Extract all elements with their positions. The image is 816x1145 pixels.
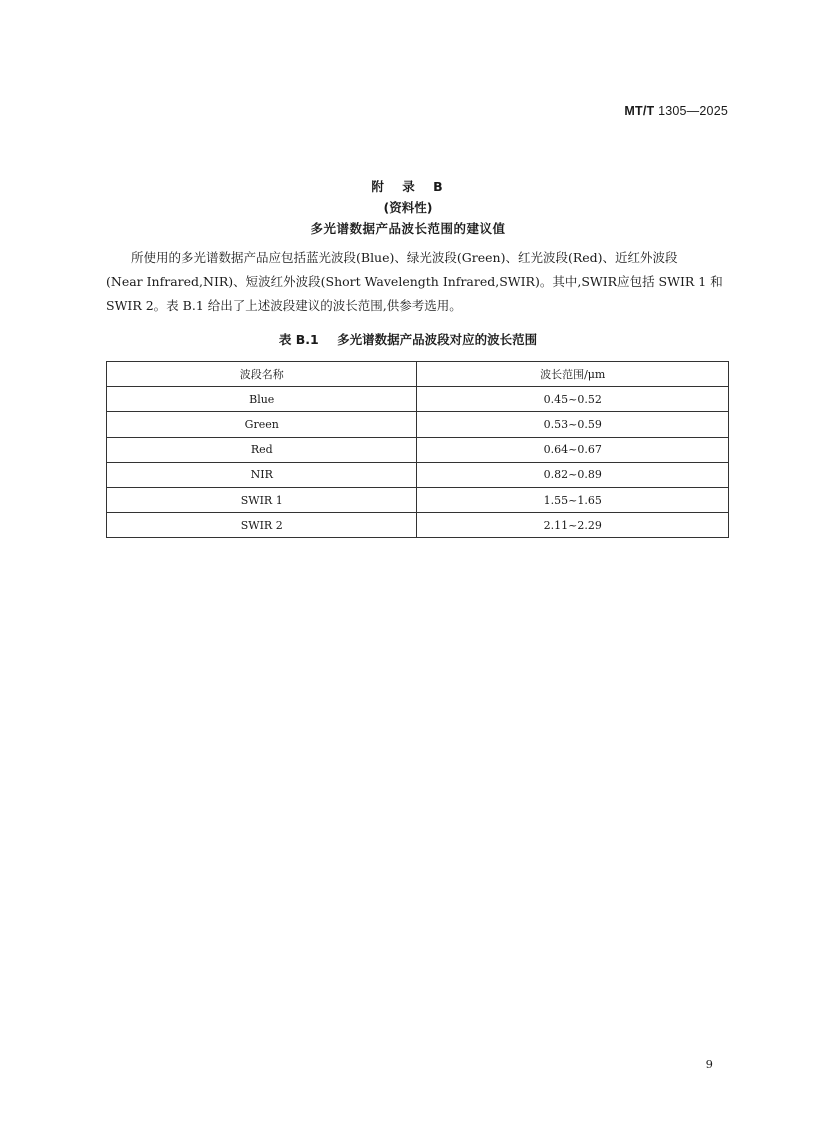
wavelength-table: [106, 361, 729, 538]
wavelength-range-cell: 0.45~0.52: [417, 387, 729, 412]
document-code-number: 1305—2025: [658, 104, 728, 118]
table-row: [107, 462, 729, 487]
wavelength-range-cell: 2.11~2.29: [417, 513, 729, 538]
table-row: [107, 387, 729, 412]
table-row: [107, 513, 729, 538]
wavelength-range-cell: 1.55~1.65: [417, 487, 729, 512]
table-caption: [0, 330, 816, 348]
document-code: [624, 104, 728, 118]
page-number: 9: [705, 1057, 713, 1071]
table-row: [107, 412, 729, 437]
document-code-prefix: MT/T: [624, 104, 655, 118]
appendix-label: 附 录 B: [371, 179, 445, 194]
band-name-cell: NIR: [107, 462, 417, 487]
band-name-cell: SWIR 1: [107, 487, 417, 512]
paragraph-line-3: SWIR 2。表 B.1 给出了上述波段建议的波长范围,供参考选用。: [106, 298, 462, 313]
appendix-nature: (资料性): [383, 200, 433, 215]
band-name-cell: Blue: [107, 387, 417, 412]
band-name-cell: Green: [107, 412, 417, 437]
header-band-name: 波段名称: [107, 362, 417, 387]
header-wavelength-range: 波长范围/μm: [417, 362, 729, 387]
table-row: [107, 437, 729, 462]
paragraph-line-1: 所使用的多光谱数据产品应包括蓝光波段(Blue)、绿光波段(Green)、红光波段(Red)、近红外波段: [131, 250, 678, 265]
wavelength-range-cell: 0.64~0.67: [417, 437, 729, 462]
paragraph-line-2: (Near Infrared,NIR)、短波红外波段(Short Wavelength Infrared,SWIR)。其中,SWIR应包括 SWIR 1 和: [106, 274, 723, 289]
table-row: [107, 487, 729, 512]
band-name-cell: SWIR 2: [107, 513, 417, 538]
table-header-row: [107, 362, 729, 387]
table-caption-label: 表 B.1: [278, 332, 319, 347]
appendix-title: 多光谱数据产品波长范围的建议值: [310, 221, 506, 236]
band-name-cell: Red: [107, 437, 417, 462]
table-caption-title: 多光谱数据产品波段对应的波长范围: [337, 332, 538, 347]
wavelength-range-cell: 0.53~0.59: [417, 412, 729, 437]
wavelength-range-cell: 0.82~0.89: [417, 462, 729, 487]
